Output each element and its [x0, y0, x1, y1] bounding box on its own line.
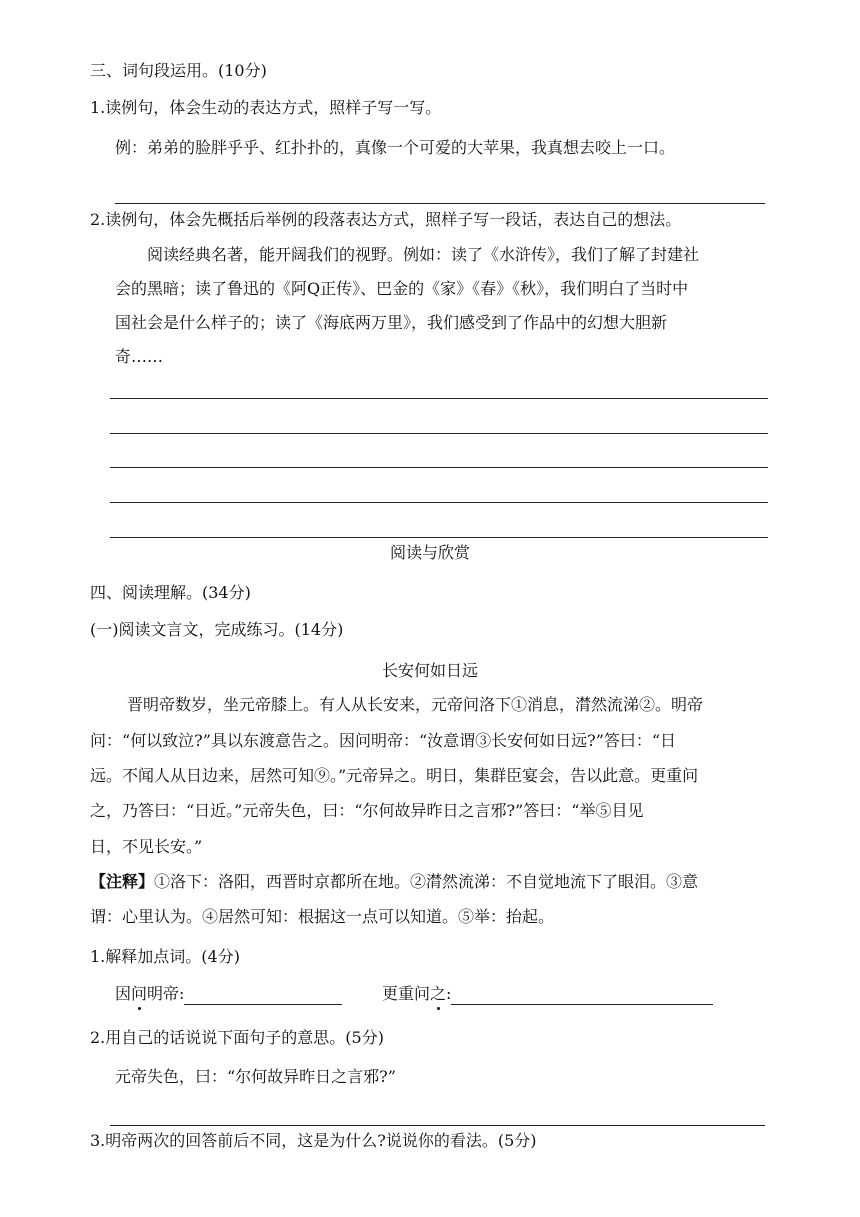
q2-passage-line-4: 奇…… — [115, 347, 164, 366]
notes-line-1 — [90, 871, 698, 893]
item1-post: 明帝: — [147, 984, 185, 1003]
q4-1-item-1 — [115, 983, 342, 1005]
q2-passage-line-2: 会的黑暗；读了鲁迅的《阿Q正传》、巴金的《家》《春》《秋》，我们明白了当时中 — [115, 279, 689, 298]
section4-heading: 四、阅读理解。(34分) — [90, 583, 251, 602]
item2-post: : — [446, 984, 452, 1003]
item2-pre: 更重问 — [382, 984, 431, 1003]
q1-answer-line[interactable] — [115, 203, 765, 204]
notes-line-2: 谓：心里认为。④居然可知：根据这一点可以知道。⑤举：抬起。 — [90, 907, 555, 926]
article-line-2: 问：“何以致泣?”具以东渡意告之。因问明帝：“汝意谓③长安何如日远?”答曰：“日 — [90, 731, 677, 750]
q1-example: 例：弟弟的脸胖乎乎、红扑扑的，真像一个可爱的大苹果，我真想去咬上一口。 — [115, 138, 676, 157]
q2-answer-line-2[interactable] — [110, 433, 768, 434]
article-title: 长安何如日远 — [381, 661, 478, 680]
q4-2-sentence: 元帝失色，曰：“尔何故异昨日之言邪?” — [115, 1067, 396, 1086]
section4-sub1: (一)阅读文言文，完成练习。(14分) — [90, 620, 344, 639]
q2-answer-line-1[interactable] — [110, 398, 768, 399]
q2-prompt: 2.读例句，体会先概括后举例的段落表达方式，照样子写一段话，表达自己的想法。 — [90, 210, 682, 229]
q4-1-item-2 — [382, 983, 713, 1005]
item2-blank[interactable] — [451, 986, 713, 1005]
article-line-3: 远。不闻人从日边来，居然可知⑨。”元帝异之。明日，集群臣宴会，告以此意。更重问 — [90, 766, 699, 785]
q2-passage-line-3: 国社会是什么样子的；读了《海底两万里》，我们感受到了作品中的幻想大胆新 — [115, 313, 668, 332]
item1-dotted-char: 问 — [131, 984, 148, 1003]
notes-text-1: ①洛下：洛阳，西晋时京都所在地。②潸然流涕：不自觉地流下了眼泪。③意 — [154, 872, 699, 891]
notes-label: 【注释】 — [90, 872, 155, 891]
q4-3-prompt: 3.明帝两次的回答前后不同，这是为什么?说说你的看法。(5分) — [90, 1131, 537, 1150]
article-line-1: 晋明帝数岁，坐元帝膝上。有人从长安来，元帝问洛下①消息，潸然流涕②。明帝 — [127, 695, 704, 714]
q4-2-answer-line[interactable] — [110, 1125, 765, 1126]
q2-answer-line-4[interactable] — [110, 502, 768, 503]
part-title: 阅读与欣赏 — [389, 543, 470, 562]
article-line-5: 日，不见长安。” — [90, 837, 203, 856]
article-line-4: 之，乃答曰：“日近。”元帝失色，曰：“尔何故异昨日之言邪?”答曰：“举⑤目见 — [90, 801, 644, 820]
q1-prompt: 1.读例句，体会生动的表达方式，照样子写一写。 — [90, 98, 442, 117]
item1-pre: 因 — [115, 984, 132, 1003]
q4-1-prompt: 1.解释加点词。(4分) — [90, 947, 240, 966]
item2-dotted-char: 之 — [430, 984, 447, 1003]
q2-answer-line-5[interactable] — [110, 537, 768, 538]
section3-heading: 三、词句段运用。(10分) — [90, 61, 267, 80]
q2-answer-line-3[interactable] — [110, 467, 768, 468]
q4-2-prompt: 2.用自己的话说说下面句子的意思。(5分) — [90, 1028, 384, 1047]
q2-passage-line-1: 阅读经典名著，能开阔我们的视野。例如：读了《水浒传》，我们了解了封建社 — [147, 245, 700, 264]
item1-blank[interactable] — [184, 986, 342, 1005]
